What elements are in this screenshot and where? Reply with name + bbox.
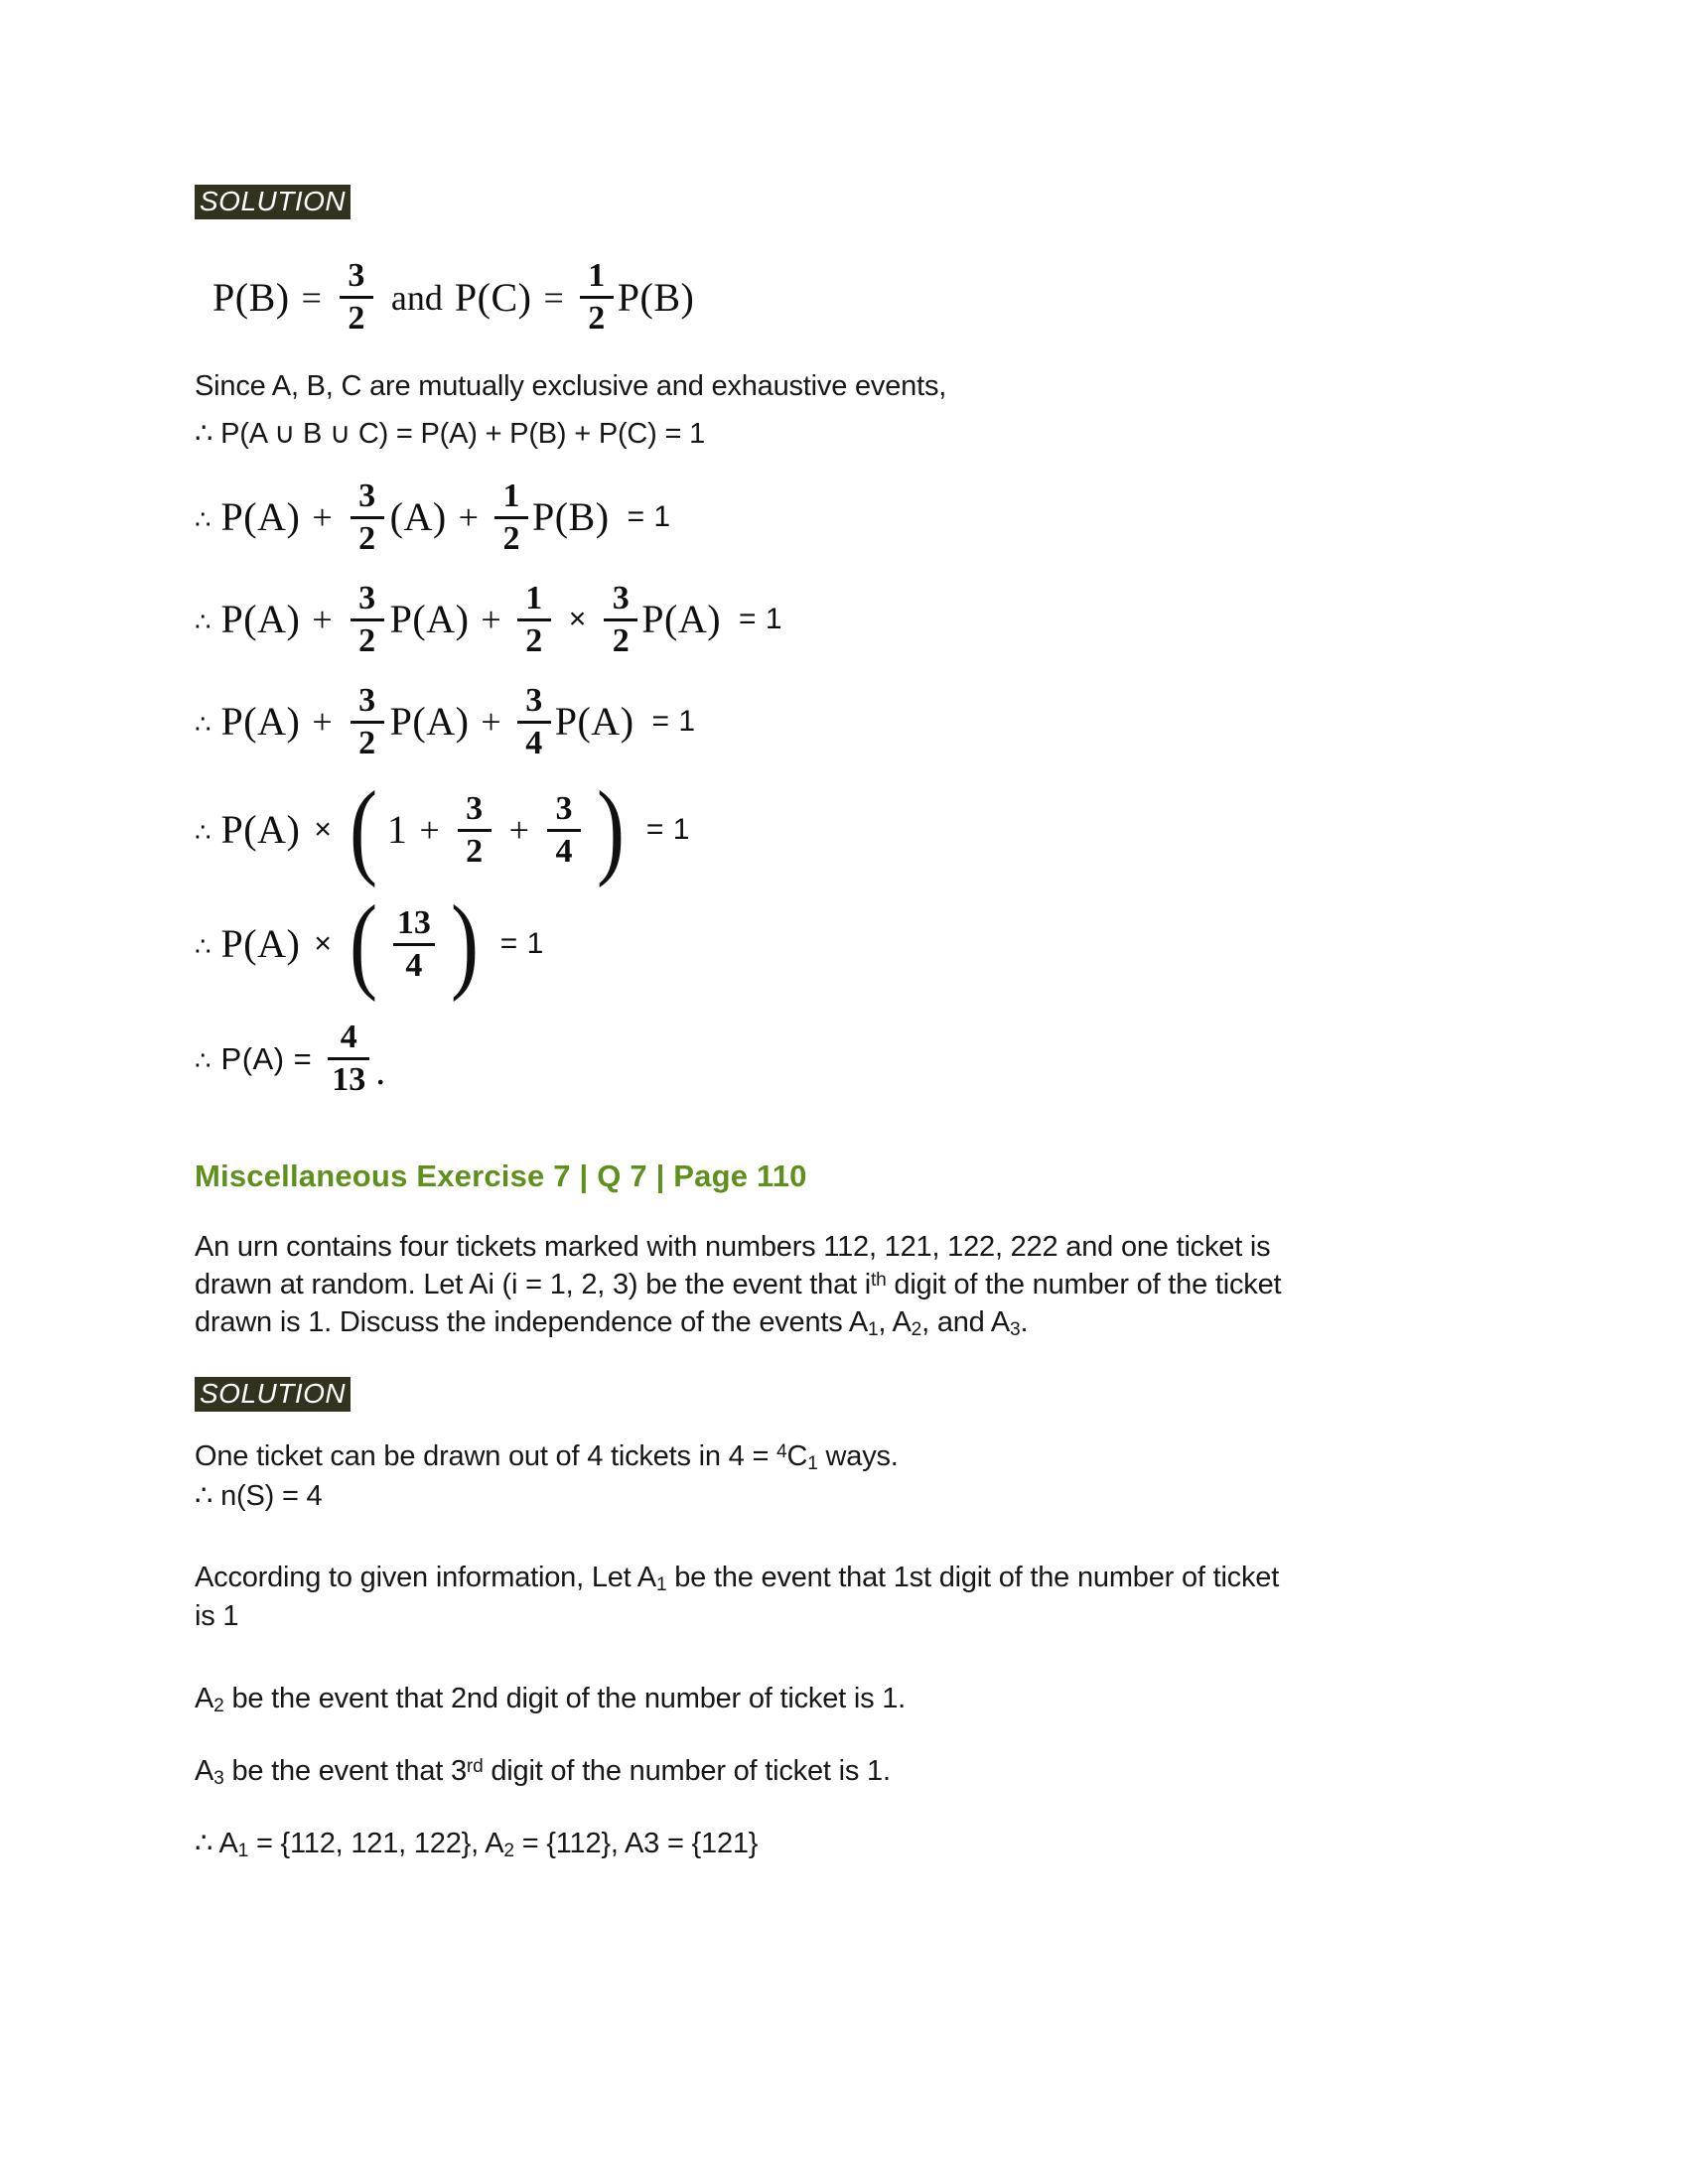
eq6-parenthesized-group bbox=[346, 884, 483, 1003]
eq2-fraction-1-denominator: 2 bbox=[358, 519, 376, 557]
solution2-p3-post: digit of the number of ticket is 1. bbox=[483, 1755, 891, 1787]
eq6-fraction-1-numerator: 13 bbox=[396, 903, 431, 941]
solution2-line-2: ∴ n(S) = 4 bbox=[195, 1479, 323, 1512]
solution2-combination-superscript: 4 bbox=[776, 1441, 787, 1463]
solution2-p4-subscript-2: 2 bbox=[503, 1841, 514, 1862]
eq1-tail: P(B) bbox=[617, 274, 695, 320]
eq2-fraction-2-denominator: 2 bbox=[502, 519, 520, 557]
eq2-fraction-1 bbox=[351, 479, 384, 556]
solution2-p3-pre: A bbox=[195, 1755, 214, 1787]
eq3-fraction-2 bbox=[517, 579, 551, 659]
right-paren: ) bbox=[596, 769, 625, 888]
question-sub-a1: 1 bbox=[867, 1319, 879, 1341]
question-line-3-pre: drawn is 1. Discuss the independence of the events A bbox=[195, 1306, 868, 1339]
question-line-2-superscript: th bbox=[870, 1269, 887, 1291]
eq6-fraction-1 bbox=[393, 903, 435, 984]
eq7-fraction-numerator: 4 bbox=[340, 1018, 357, 1055]
eq1-equals: = bbox=[301, 277, 322, 318]
solution2-p4-pre: ∴ A bbox=[195, 1828, 238, 1860]
eq2-plus-1: + bbox=[312, 497, 333, 538]
equation-4 bbox=[195, 681, 1476, 761]
eq5-term-1: P(A) bbox=[220, 807, 301, 853]
eq3-times: × bbox=[568, 603, 587, 636]
exercise-heading[interactable]: Miscellaneous Exercise 7 | Q 7 | Page 110 bbox=[195, 1158, 807, 1193]
eq3-fraction-3-denominator: 2 bbox=[612, 621, 630, 659]
solution2-p1-subscript: 1 bbox=[655, 1574, 667, 1595]
solution2-p4-mid-1: = {112, 121, 122}, A bbox=[248, 1828, 504, 1860]
eq4-term-1: P(A) bbox=[220, 699, 301, 745]
eq1-equals-2: = bbox=[543, 277, 564, 318]
eq3-fraction-1-numerator: 3 bbox=[358, 579, 376, 616]
therefore-icon: ∴ bbox=[195, 931, 211, 962]
eq1-fraction-2-numerator: 1 bbox=[588, 257, 606, 295]
eq7-fraction bbox=[328, 1018, 369, 1098]
eq2-fraction-2-numerator: 1 bbox=[502, 477, 520, 514]
eq1-fraction-2-denominator: 2 bbox=[588, 300, 606, 338]
eq3-fraction-1 bbox=[351, 579, 384, 659]
eq7-period: . bbox=[375, 1047, 386, 1093]
equation-2 bbox=[195, 479, 1476, 556]
solution2-paragraph-2 bbox=[195, 1680, 1451, 1718]
eq6-term-1: P(A) bbox=[220, 921, 301, 967]
eq4-fraction-1 bbox=[351, 681, 384, 761]
eq5-times: × bbox=[314, 813, 332, 847]
eq1-fraction-2 bbox=[580, 259, 614, 336]
solution2-p2-subscript: 2 bbox=[213, 1695, 224, 1716]
eq5-fraction-1-denominator: 2 bbox=[466, 832, 484, 870]
eq5-fraction-2-numerator: 3 bbox=[555, 789, 573, 827]
eq1-mid: P(C) bbox=[454, 274, 532, 320]
eq1-fraction-1 bbox=[340, 259, 373, 336]
therefore-icon: ∴ bbox=[195, 817, 211, 848]
therefore-icon: ∴ bbox=[195, 607, 211, 637]
solution2-combination-subscript: 1 bbox=[807, 1453, 818, 1475]
eq5-one: 1 bbox=[386, 807, 408, 853]
eq2-term-3: P(B) bbox=[531, 494, 610, 540]
eq7-fraction-denominator: 13 bbox=[332, 1060, 366, 1098]
question-paragraph bbox=[195, 1228, 1451, 1343]
eq3-fraction-1-denominator: 2 bbox=[358, 621, 376, 659]
solution2-p2-pre: A bbox=[195, 1682, 214, 1714]
eq7-lhs: P(A) = bbox=[220, 1040, 313, 1076]
question-line-2-post: digit of the number of the ticket bbox=[886, 1268, 1282, 1300]
eq4-term-3: P(A) bbox=[554, 699, 634, 745]
page-content bbox=[195, 185, 1476, 1864]
eq1-fraction-1-denominator: 2 bbox=[348, 300, 365, 338]
solution2-p4-mid-2: = {112}, A3 = {121} bbox=[513, 1828, 759, 1860]
solution2-p2-post: be the event that 2nd digit of the number of ticket is 1. bbox=[223, 1682, 907, 1714]
solution2-p3-subscript: 3 bbox=[213, 1768, 224, 1790]
eq5-plus-2: + bbox=[508, 810, 529, 851]
solution2-paragraph-4 bbox=[195, 1825, 1451, 1863]
eq2-plus-2: + bbox=[458, 497, 479, 538]
solution2-paragraph-3 bbox=[195, 1752, 1451, 1791]
eq5-plus-1: + bbox=[419, 810, 440, 851]
eq3-fraction-2-numerator: 1 bbox=[525, 579, 543, 616]
question-line-3-mid-1: , A bbox=[878, 1306, 912, 1339]
eq5-fraction-2-denominator: 4 bbox=[555, 832, 573, 870]
eq3-term-1: P(A) bbox=[220, 597, 301, 642]
eq4-plus-1: + bbox=[312, 702, 333, 743]
eq4-fraction-1-numerator: 3 bbox=[358, 681, 376, 719]
solution2-p1-pre: According to given information, Let A bbox=[195, 1561, 656, 1593]
therefore-icon: ∴ bbox=[195, 1045, 211, 1076]
eq5-parenthesized-group bbox=[346, 769, 629, 888]
left-paren: ( bbox=[349, 769, 377, 888]
solution2-paragraph-1 bbox=[195, 1559, 1451, 1636]
since-line: Since A, B, C are mutually exclusive and exhaustive events, bbox=[195, 370, 947, 403]
solution2-p1-post: be the event that 1st digit of the number of ticket bbox=[666, 1561, 1280, 1593]
solution-badge bbox=[195, 185, 1476, 219]
eq1-fraction-1-numerator: 3 bbox=[348, 257, 365, 295]
question-line-2-pre: drawn at random. Let Ai (i = 1, 2, 3) be the event that i bbox=[195, 1268, 871, 1300]
eq4-fraction-2 bbox=[517, 681, 551, 761]
solution2-line-1-post: ways. bbox=[817, 1440, 899, 1473]
eq2-term-1: P(A) bbox=[220, 494, 301, 540]
solution-badge-label: SOLUTION bbox=[195, 185, 351, 219]
eq5-fraction-1-numerator: 3 bbox=[466, 789, 484, 827]
solution2-combination-c: C bbox=[786, 1440, 808, 1473]
eq6-times: × bbox=[314, 927, 332, 961]
union-line: ∴ P(A ∪ B ∪ C) = P(A) + P(B) + P(C) = 1 bbox=[195, 417, 706, 450]
eq3-result: = 1 bbox=[739, 603, 783, 636]
eq1-and: and bbox=[390, 277, 443, 318]
eq5-group-inner bbox=[381, 789, 593, 870]
equation-6 bbox=[195, 884, 1476, 1003]
solution2-line-1-pre: One ticket can be drawn out of 4 tickets in 4 = bbox=[195, 1440, 777, 1473]
question-line-3-mid-2: , and A bbox=[921, 1306, 1011, 1339]
question-sub-a2: 2 bbox=[911, 1319, 922, 1341]
eq6-group-inner bbox=[381, 903, 447, 984]
eq3-fraction-2-denominator: 2 bbox=[525, 621, 543, 659]
eq6-result: = 1 bbox=[499, 927, 544, 961]
solution2-p1-line2: is 1 bbox=[195, 1600, 239, 1633]
equation-1 bbox=[195, 259, 1476, 336]
eq4-term-2: P(A) bbox=[389, 699, 470, 745]
solution2-p3-mid: be the event that 3 bbox=[223, 1755, 467, 1787]
question-line-1: An urn contains four tickets marked with numbers 112, 121, 122, 222 and one ticket is bbox=[195, 1230, 1271, 1263]
eq4-fraction-1-denominator: 2 bbox=[358, 724, 376, 761]
eq3-fraction-3-numerator: 3 bbox=[612, 579, 630, 616]
solution-badge-2-label: SOLUTION bbox=[195, 1377, 351, 1412]
eq3-plus-1: + bbox=[312, 600, 333, 640]
eq5-fraction-2 bbox=[547, 789, 581, 870]
question-line-3-end: . bbox=[1020, 1306, 1029, 1339]
question-sub-a3: 3 bbox=[1010, 1319, 1021, 1341]
eq3-plus-2: + bbox=[481, 600, 501, 640]
eq3-term-2: P(A) bbox=[389, 597, 470, 642]
eq5-result: = 1 bbox=[645, 813, 690, 847]
eq4-fraction-2-denominator: 4 bbox=[525, 724, 543, 761]
therefore-icon: ∴ bbox=[195, 709, 211, 740]
eq2-term-2: (A) bbox=[389, 494, 447, 540]
left-paren: ( bbox=[349, 884, 377, 1003]
eq5-fraction-1 bbox=[458, 789, 492, 870]
eq4-result: = 1 bbox=[651, 705, 696, 739]
equation-3 bbox=[195, 579, 1476, 659]
eq1-lhs: P(B) bbox=[212, 274, 290, 320]
eq4-fraction-2-numerator: 3 bbox=[525, 681, 543, 719]
solution-badge-2 bbox=[195, 1377, 1476, 1412]
equation-5 bbox=[195, 769, 1476, 888]
eq3-term-3: P(A) bbox=[641, 597, 722, 642]
solution2-p4-subscript-1: 1 bbox=[237, 1841, 249, 1862]
eq2-result: = 1 bbox=[627, 500, 671, 534]
therefore-icon: ∴ bbox=[195, 504, 211, 535]
eq2-fraction-2 bbox=[494, 479, 528, 556]
eq6-fraction-1-denominator: 4 bbox=[405, 946, 423, 984]
eq2-fraction-1-numerator: 3 bbox=[358, 477, 376, 514]
right-paren: ) bbox=[450, 884, 479, 1003]
equation-7-final-answer bbox=[195, 1018, 1476, 1098]
eq4-plus-2: + bbox=[481, 702, 501, 743]
solution2-line-1 bbox=[195, 1437, 1451, 1476]
solution2-p3-superscript: rd bbox=[466, 1755, 484, 1777]
eq3-fraction-3 bbox=[604, 579, 637, 659]
